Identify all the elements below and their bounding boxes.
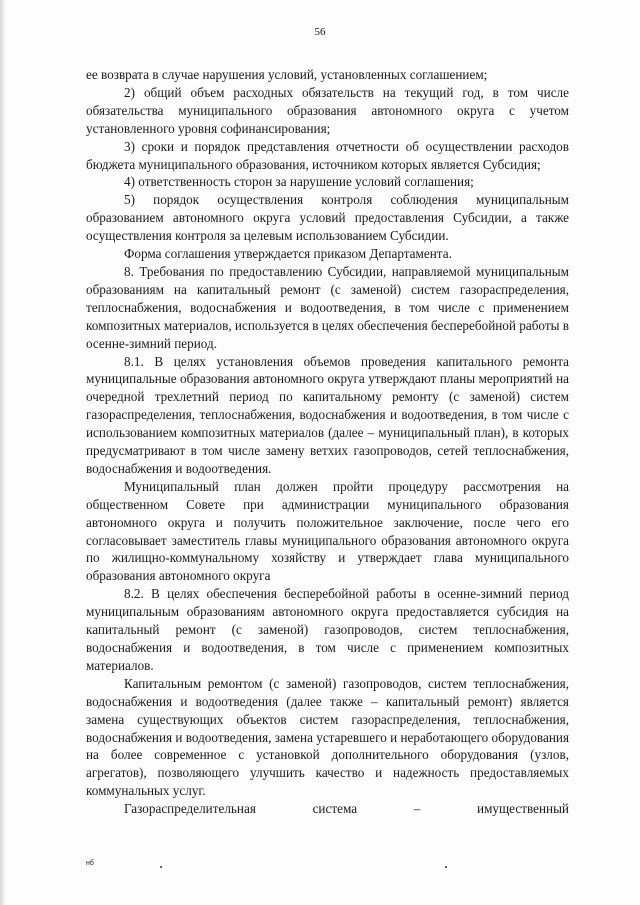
paragraph-item-2: 2) общий объем расходных обязательств на текущий год, в том числе обязательства муниципального образования автономного округа с учетом установленного уровня софинансирования; [86,84,569,136]
paragraph-section-8-2: 8.2. В целях обеспечения бесперебойной работы в осенне-зимний период муниципальным образованиям автономного округа предоставляется субсидия на капитальный ремонт (с заменой) газопроводов, систем теплоснабжения, водоснабжения и водоотведения, в том числе с применением композитных материалов. [86,586,569,673]
paragraph-gas-system: Газораспределительная система – имущественный [124,801,569,817]
paragraph-municipal-plan: Муниципальный план должен пройти процедуру рассмотрения на общественном Совете при администрации муниципального образования автономного округа и получить положительное заключение, после чего его согласовывает заместитель главы муниципального образования автономного округа по жилищно-коммунальному хозяйству и утверждает глава муниципального образования автономного округа [86,478,569,584]
paragraph-section-8-1: 8.1. В целях установления объемов проведения капитального ремонта муниципальные образования автономного округа утверждают планы мероприятий на очередной трехлетний период по капитальному ремонту (с заменой) систем газораспределения, теплоснабжения, водоснабжения и водоотведения, в том числе с использованием композитных материалов (далее – муниципальный план), в которых предусматривают в том числе замену ветхих газопроводов, сетей теплоснабжения, водоснабжения и водоотведения. [86,353,569,476]
scan-speck [160,866,162,868]
paragraph-continuation: ее возврата в случае нарушения условий, установленных соглашением; [86,67,488,82]
paragraph-item-5: 5) порядок осуществления контроля соблюдения муниципальным образованием автономного округа условий предоставления Субсидии, а также осуществления контроля за целевым использованием Субсидии. [86,192,569,244]
body-text [86,66,569,818]
scan-edge [0,0,5,905]
footer-mark: нб [86,860,94,867]
paragraph-item-3: 3) сроки и порядок представления отчетности об осуществлении расходов бюджета муниципального образования, источником которых является Субсидия; [86,138,569,172]
page-number: 56 [314,26,326,38]
paragraph-agreement-form: Форма соглашения утверждается приказом Департамента. [124,246,452,262]
scan-speck [445,866,447,868]
paragraph-capital-repair: Капитальным ремонтом (с заменой) газопроводов, систем теплоснабжения, водоснабжения и водоотведения (далее также – капитальный ремонт) является замена существующих объектов систем газораспределения, теплоснабжения, водоснабжения и водоотведения, замена устаревшего и неработающего оборудования на более современное с установкой дополнительного оборудования (узлов, агрегатов), позволяющего улучшить качество и надежность предоставляемых коммунальных услуг. [86,675,570,799]
paragraph-item-4: 4) ответственность сторон за нарушение условий соглашения; [124,174,474,190]
paragraph-section-8: 8. Требования по предоставлению Субсидии, направляемой муниципальным образованиям на капитальный ремонт (с заменой) систем газораспределения, теплоснабжения, водоснабжения и водоотведения, в том числе с применением композитных материалов, используется в целях обеспечения бесперебойной работы в осенне-зимний период. [86,263,569,351]
